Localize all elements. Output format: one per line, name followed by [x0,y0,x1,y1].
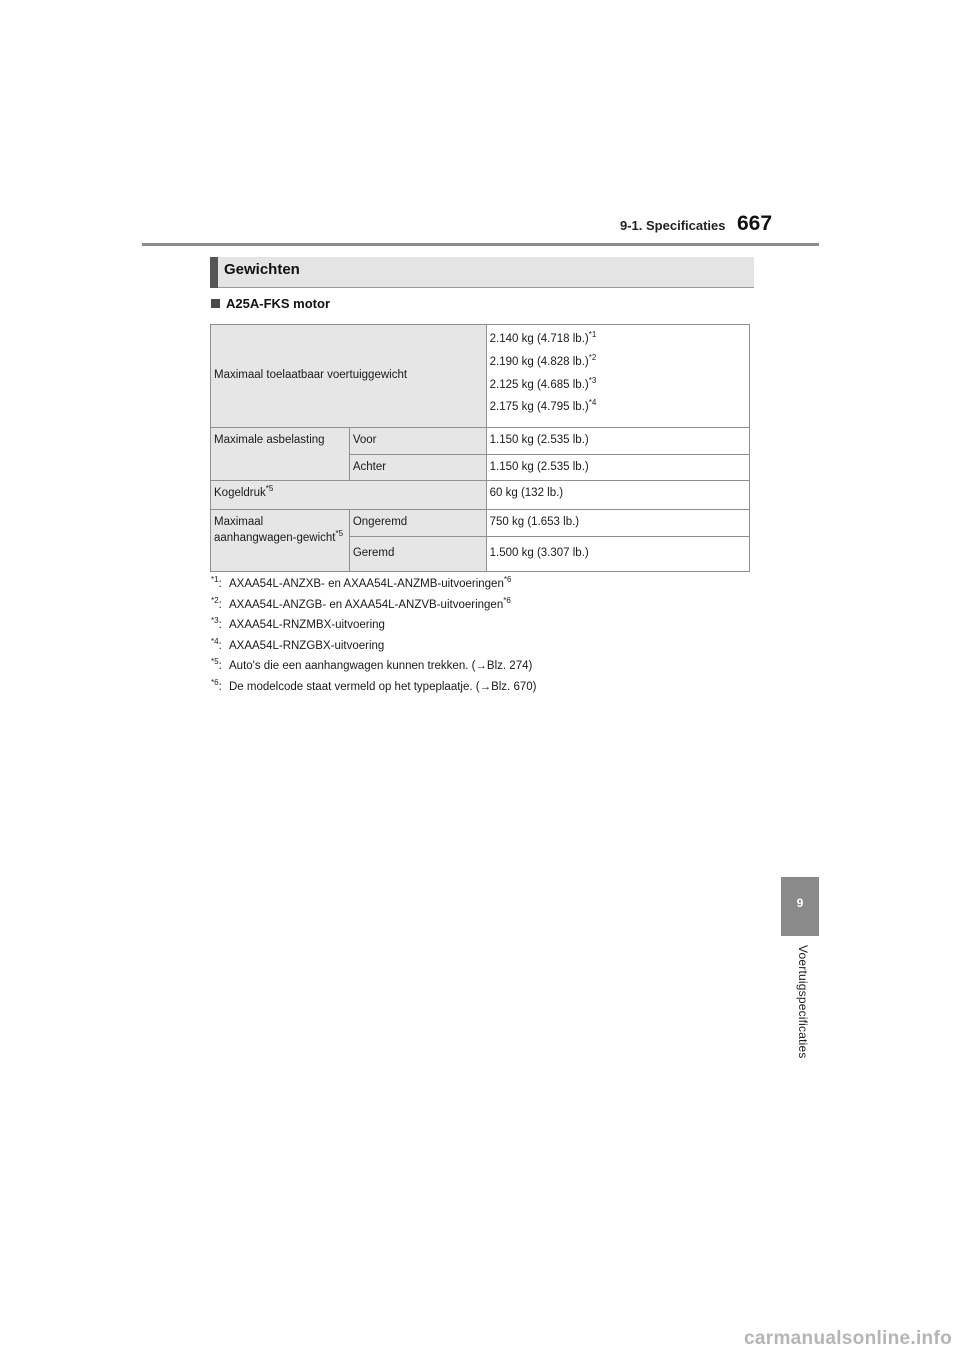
footnote: $^{*5}$: Auto's die een aanhangwagen kunnen trekken. (→Blz. 274) [211,657,533,672]
section-label: 9-1. Specificaties [620,218,726,233]
table-row [211,325,750,428]
max-weight-value: 2.140 kg (4.718 lb.)$^{*1}$ [489,330,597,345]
chapter-tab-label: Voertuigspecificaties [796,945,810,1059]
trailer-unbraked-value: 750 kg (1.653 lb.) [486,510,749,537]
subheading [211,296,330,311]
footnote: $^{*4}$: AXAA54L-RNZGBX-uitvoering [211,636,385,652]
axle-rear-value: 1.150 kg (2.535 lb.) [486,454,749,481]
footnote: $^{*3}$: AXAA54L-RNZMBX-uitvoering [211,616,385,631]
section-heading-bar [210,257,218,288]
max-weight-values-cell [486,325,749,428]
ball-ref: *5 [265,484,274,494]
weights-table [210,324,750,572]
axle-front-value: 1.150 kg (2.535 lb.) [486,428,749,455]
footnote: $^{*2}$: AXAA54L-ANZGB- en AXAA54L-ANZVB-uitvoeringen$^{*6}$ [211,595,511,611]
max-weight-label-cell [211,325,487,428]
subheading-text: A25A-FKS motor [226,296,331,311]
page-number: 667 [737,212,773,235]
footnotes [211,575,771,701]
chapter-tab-number: 9 [796,896,804,910]
trailer-braked-value: 1.500 kg (3.307 lb.) [486,536,749,571]
footnote: $^{*1}$: AXAA54L-ANZXB- en AXAA54L-ANZMB-uitvoeringen$^{*6}$ [211,575,512,590]
max-weight-value: 2.175 kg (4.795 lb.)$^{*4}$ [489,398,597,414]
trailer-braked-label: Geremd [349,536,486,571]
axle-front-label: Voor [349,428,486,455]
ball-label: Kogeldruk [214,487,266,500]
trailer-unbraked-label: Ongeremd [349,510,486,537]
max-weight-label: Maximaal toelaatbaar voertuiggewicht [214,369,408,382]
axle-label: Maximale asbelasting [214,434,325,446]
trailer-label: Maximaal aanhangwagen-gewicht [214,516,336,544]
max-weight-value: 2.125 kg (4.685 lb.)$^{*3}$ [489,375,597,391]
axle-label-cell [211,428,350,481]
trailer-label-cell [211,510,350,572]
section-heading: Gewichten [224,261,300,278]
ball-label-cell [211,481,487,510]
square-bullet-icon [211,299,220,308]
footnote: $^{*6}$: De modelcode staat vermeld op het typeplaatje. (→Blz. 670) [211,677,537,693]
max-weight-value: 2.190 kg (4.828 lb.)$^{*2}$ [489,352,597,368]
watermark: carmanualsonline.info [744,1328,952,1349]
axle-rear-label: Achter [349,454,486,481]
trailer-ref: *5 [335,528,344,538]
table-row [211,481,750,510]
table-row [211,510,750,537]
table-row [211,428,750,455]
ball-value: 60 kg (132 lb.) [486,481,749,510]
header-rule [142,243,819,246]
